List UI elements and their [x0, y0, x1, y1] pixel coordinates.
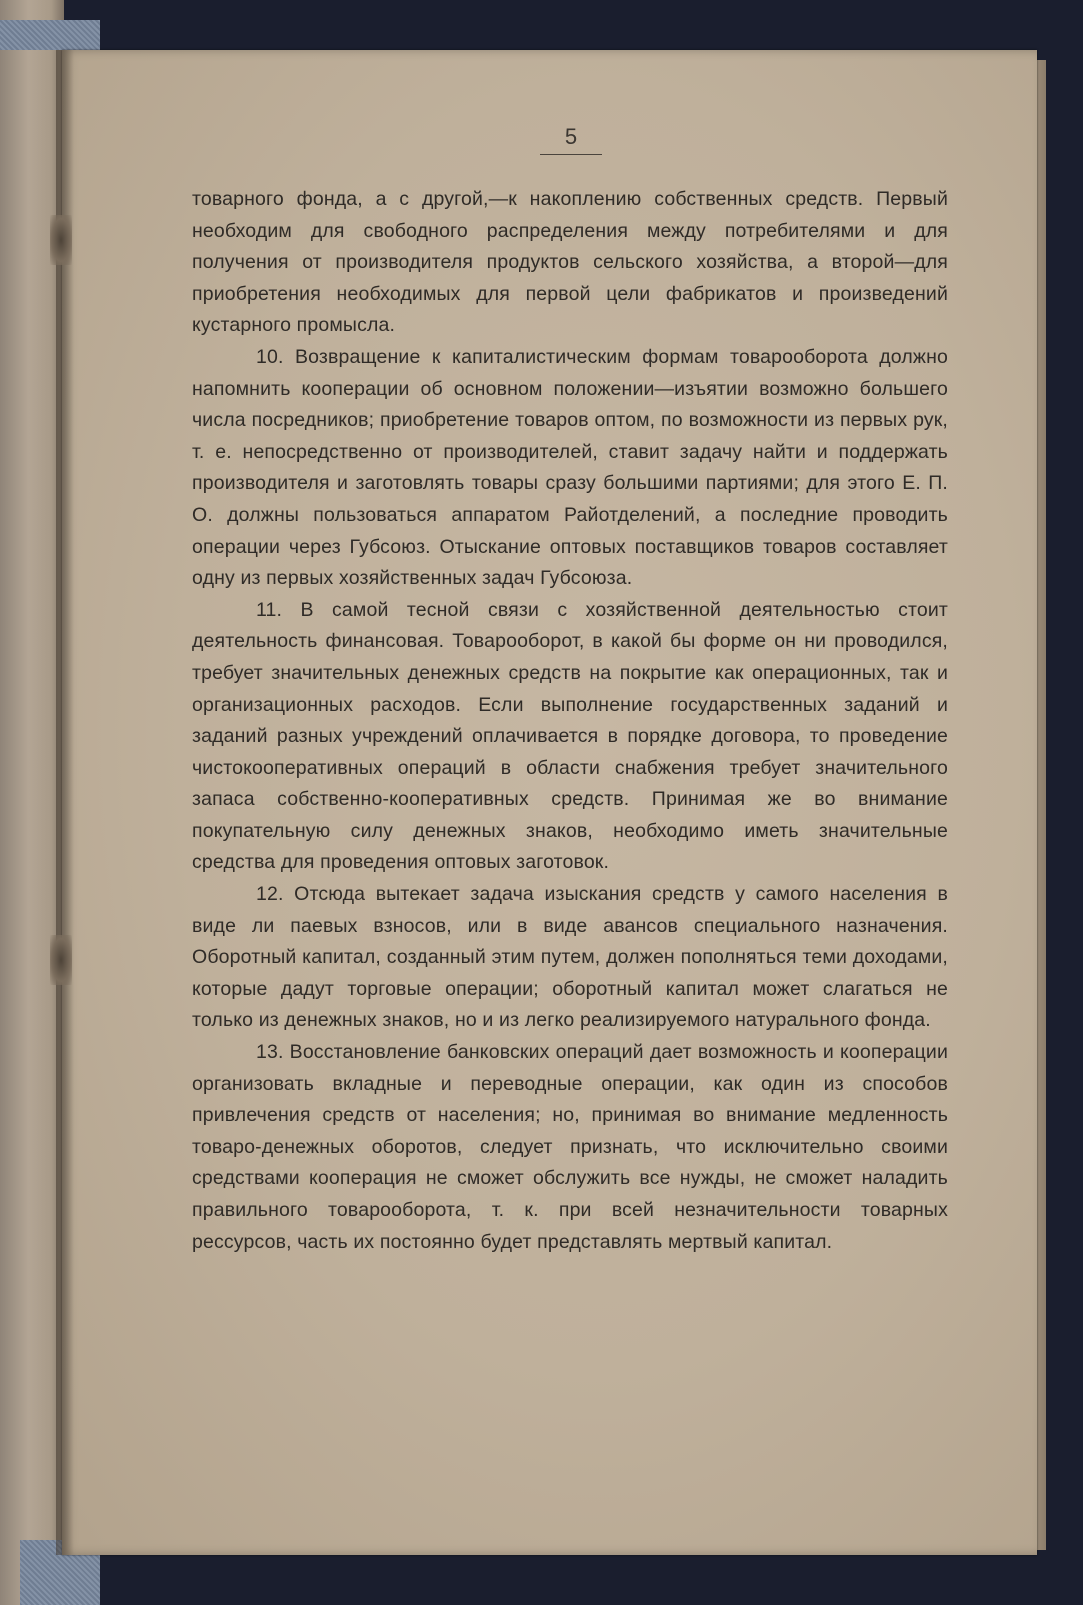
page-number-rule	[540, 154, 602, 155]
paragraph-11: 11. В самой тесной связи с хозяйственной деятельностью стоит деятельность финансовая. Товарооборот, в какой бы форме он ни проводился, требует значительных денежных средств на покрытие как операционных, так и организационных расходов. Если выполнение государственных заданий и заданий разных учреждений оплачивается в порядке договора, то проведение чистокооперативных операций в области снабжения требует значительного запаса собственно-кооперативных средств. Принимая же во внимание покупательную силу денежных знаков, необходимо иметь значительные средства для проведения оптовых заготовок.	[192, 598, 948, 874]
gutter-shadow	[56, 50, 74, 1555]
paragraph-continuation: товарного фонда, а с другой,—к накоплению собственных средств. Первый необходим для свободного распределения между потребителями и для получения от производителя продуктов сельского хозяйства, а второй—для приобретения необходимых для первой цели фабрикатов и произведений кустарного промысла.	[192, 188, 948, 337]
paragraph-13: 13. Восстановление банковских операций дает возможность и кооперации организовать вкладные и переводные операции, как один из способов привлечения средств от населения; но, принимая во внимание медленность товаро-денежных оборотов, следует признать, что исключительно своими средствами кооперация не сможет обслужить все нужды, не сможет наладить правильного товарооборота, т. к. при всей незначительности товарных рессурсов, часть их постоянно будет представлять мертвый капитал.	[192, 1041, 948, 1253]
paragraph-12: 12. Отсюда вытекает задача изыскания средств у самого населения в виде ли паевых взносов, или в виде авансов специального назначения. Оборотный капитал, созданный этим путем, должен пополняться теми доходами, которые дадут торговые операции; оборотный капитал может слагаться не только из денежных знаков, но и из легко реализируемого натурального фонда.	[192, 883, 948, 1032]
binding-cloth-top	[0, 20, 100, 50]
body-text	[192, 184, 948, 1258]
binding-hole-top	[50, 215, 72, 265]
page-number: 5	[564, 124, 578, 149]
paragraph-10: 10. Возвращение к капиталистическим формам товарооборота должно напомнить кооперации об основном положении—изъятии возможно большего числа посредников; приобретение товаров оптом, по возможности из первых рук, т. е. непосредственно от производителей, ставит задачу найти и поддержать производителя и заготовлять товары сразу большими партиями; для этого Е. П. О. должны пользоваться аппаратом Райотделений, а последние проводить операции через Губсоюз. Отыскание оптовых поставщиков товаров составляет одну из первых хозяйственных задач Губсоюза.	[192, 345, 948, 590]
binding-hole-bottom	[50, 935, 72, 985]
